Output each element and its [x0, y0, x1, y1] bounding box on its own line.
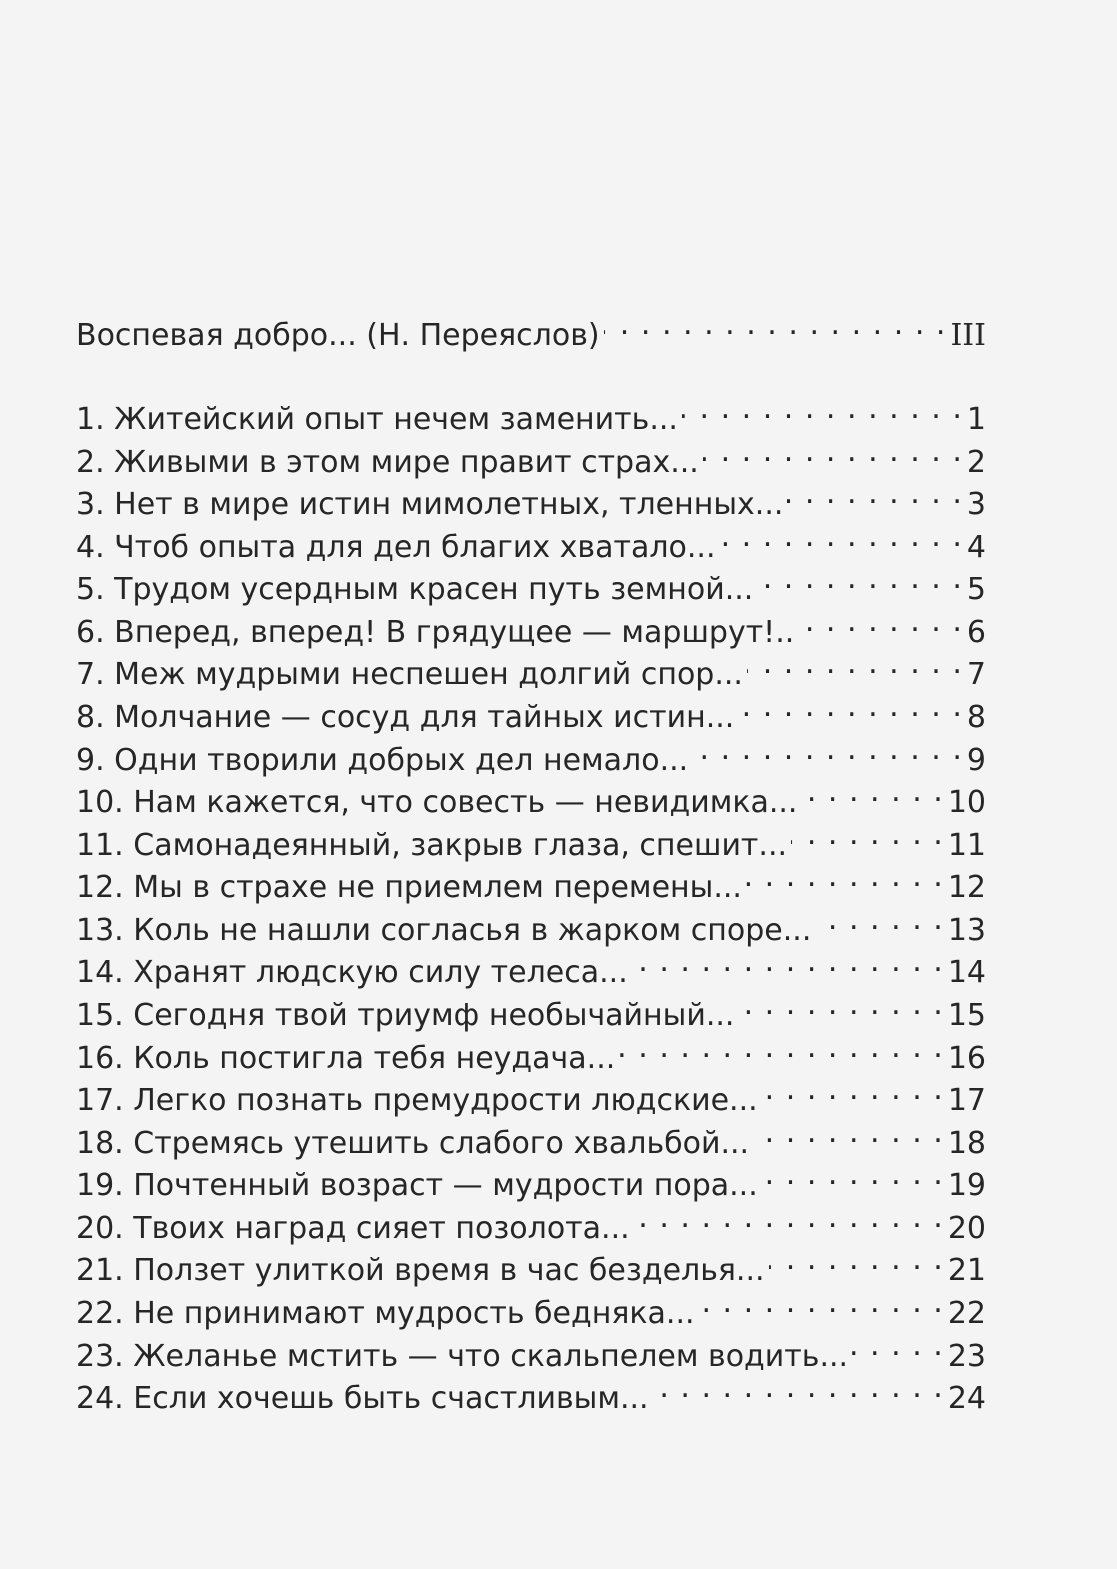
dot-leader — [762, 1070, 944, 1110]
toc-entry-title: 7. Меж мудрыми неспешен долгий спор... — [76, 657, 743, 692]
toc-entry-title: 19. Почтенный возраст — мудрости пора... — [76, 1168, 758, 1203]
toc-entry-page: 6 — [966, 615, 986, 650]
toc-entry-title: 4. Чтоб опыта для дел благих хватало... — [76, 530, 716, 565]
toc-entry-page: 22 — [947, 1296, 986, 1331]
toc-entry-page: 24 — [947, 1381, 986, 1416]
toc-entry-title: 21. Ползет улиткой время в час безделья... — [76, 1253, 765, 1288]
toc-entry-page: 20 — [947, 1211, 986, 1246]
toc-entry-page: 23 — [947, 1339, 986, 1374]
toc-entry-title: 22. Не принимают мудрость бедняка... — [76, 1296, 695, 1331]
dot-leader — [762, 1155, 944, 1195]
toc-entry-title: 16. Коль постигла тебя неудача... — [76, 1041, 616, 1076]
toc-entry-title: 8. Молчание — сосуд для тайных истин... — [76, 700, 735, 735]
dot-leader — [801, 772, 943, 812]
toc-entry-title: 1. Житейский опыт нечем заменить... — [76, 402, 678, 437]
toc-entry-page: 5 — [966, 572, 986, 607]
toc-entry-page: 11 — [947, 828, 986, 863]
toc-entry-title: 13. Коль не нашли согласья в жарком споре... — [76, 913, 812, 948]
toc-entry-title: 12. Мы в страхе не приемлем перемены... — [76, 870, 742, 905]
dot-leader — [791, 815, 944, 855]
toc-entry-page: 21 — [947, 1253, 986, 1288]
toc-entry-page: 17 — [947, 1083, 986, 1118]
toc-entry-page: 10 — [947, 785, 986, 820]
toc-entry-page: III — [950, 318, 986, 353]
toc-entry-title: 6. Вперед, вперед! В грядущее — маршрут!.. — [76, 615, 795, 650]
dot-leader — [753, 1113, 944, 1153]
toc-entry-title: Воспевая добро... (Н. Переяслов) — [76, 318, 600, 353]
toc-entry-page: 14 — [947, 955, 986, 990]
dot-leader — [692, 730, 963, 770]
toc-entry-title: 17. Легко познать премудрости людские... — [76, 1083, 758, 1118]
dot-leader — [604, 305, 947, 345]
toc-entry-page: 18 — [947, 1126, 986, 1161]
dot-leader — [747, 644, 963, 684]
toc-entry-title: 5. Трудом усердным красен путь земной... — [76, 572, 754, 607]
dot-leader — [746, 857, 944, 897]
toc-entry-title: 14. Хранят людскую силу телеса... — [76, 955, 628, 990]
toc-entry-foreword — [76, 305, 986, 356]
dot-leader — [653, 1368, 944, 1408]
toc-entry-page: 16 — [947, 1041, 986, 1076]
toc-entry-title: 24. Если хочешь быть счастливым... — [76, 1381, 649, 1416]
toc-entry-page: 12 — [947, 870, 986, 905]
dot-leader — [769, 1240, 944, 1280]
dot-leader — [757, 559, 963, 599]
dot-leader — [632, 942, 944, 982]
dot-leader — [703, 432, 963, 472]
toc-entry-title: 11. Самонадеянный, закрыв глаза, спешит... — [76, 828, 788, 863]
toc-entry-title: 15. Сегодня твой триумф необычайный... — [76, 998, 735, 1033]
toc-entry-page: 3 — [966, 487, 986, 522]
toc-entry-title: 18. Стремясь утешить слабого хвальбой... — [76, 1126, 750, 1161]
toc-entry-page: 9 — [966, 743, 986, 778]
toc-entry-page: 7 — [966, 657, 986, 692]
dot-leader — [719, 517, 962, 557]
toc-entry-page: 1 — [966, 402, 986, 437]
toc-entry-title: 10. Нам кажется, что совесть — невидимка... — [76, 785, 798, 820]
dot-leader — [699, 1283, 944, 1323]
toc-entry-page: 8 — [966, 700, 986, 735]
dot-leader — [787, 474, 962, 514]
dot-leader — [738, 687, 963, 727]
toc-entry-title: 20. Твоих наград сияет позолота... — [76, 1211, 630, 1246]
toc-entry-page: 15 — [947, 998, 986, 1033]
toc-entry-title: 2. Живыми в этом мире правит страх... — [76, 445, 699, 480]
dot-leader — [852, 1326, 944, 1366]
dot-leader — [634, 1198, 944, 1238]
toc-entry-title: 9. Одни творили добрых дел немало... — [76, 743, 689, 778]
dot-leader — [798, 602, 963, 642]
dot-leader — [815, 900, 943, 940]
dot-leader — [619, 1028, 944, 1068]
toc-entry-page: 2 — [966, 445, 986, 480]
toc-entry-title: 23. Желанье мстить — что скальпелем водить... — [76, 1339, 849, 1374]
toc-entry-page: 13 — [947, 913, 986, 948]
dot-leader — [682, 389, 963, 429]
toc-entry-title: 3. Нет в мире истин мимолетных, тленных... — [76, 487, 784, 522]
toc-entry-page: 4 — [966, 530, 986, 565]
toc-entry — [76, 1368, 986, 1419]
dot-leader — [738, 985, 943, 1025]
toc-entry-page: 19 — [947, 1168, 986, 1203]
